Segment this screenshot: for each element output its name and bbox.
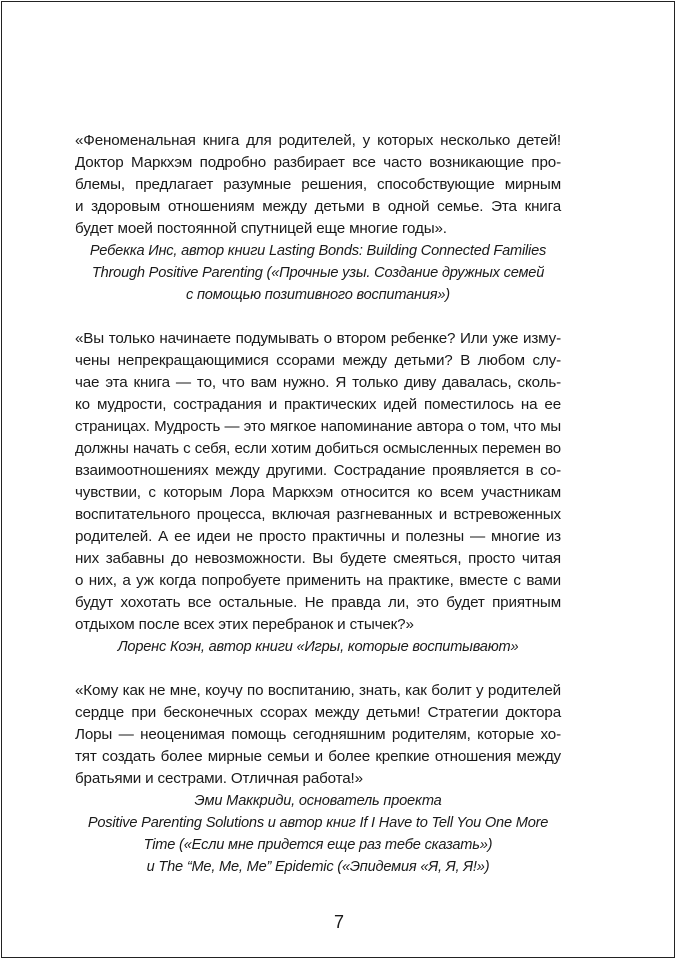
quote-line: блемы, предлагает разумные решения, способствующие мирным [75,176,561,193]
quote-attribution: Эми Маккриди, основатель проекта [194,793,442,809]
endorsements [75,130,561,878]
quote-line: будут хохотать все остальные. Не правда ли, это будет приятным [75,594,561,611]
quote-line: воспитательного процесса, включая разгневанных и встревоженных [75,506,561,523]
quote-line: родителей. А ее идеи не просто практичны и полезны — многие из [75,528,561,545]
quote-line: них забавны до невозможности. Вы будете смеяться, просто читая [75,550,561,567]
quote-line: тят создать более мирные семьи и более крепкие отношения между [75,748,561,765]
endorsement-quote [75,680,561,878]
quote-line: чены непрекращающимися ссорами между детьми? В любом слу- [75,352,561,369]
quote-attribution: Ребекка Инс, автор книги Lasting Bonds: Building Connected Families [89,243,547,259]
quote-attribution: Through Positive Parenting («Прочные узы. Создание дружных семей [91,265,545,281]
quote-line: страницах. Мудрость — это мягкое напоминание автора о том, что мы [75,418,561,435]
quote-line: взаимоотношениях между другими. Сострадание проявляется в со- [75,462,561,479]
quote-line: «Феноменальная книга для родителей, у которых несколько детей! [75,132,561,149]
page-number: 7 [333,912,344,932]
quote-attribution: с помощью позитивного воспитания») [186,287,450,303]
quote-line: «Вы только начинаете подумывать о втором ребенке? Или уже изму- [75,330,561,347]
quote-attribution: и The “Me, Me, Me” Epidemic («Эпидемия «Я, Я, Я!») [146,859,490,875]
quote-line: чувствии, с которым Лора Маркхэм относится ко всем участникам [75,484,561,501]
endorsement-quote [75,130,561,306]
quote-line: Доктор Маркхэм подробно разбирает все часто возникающие про- [75,154,561,171]
quote-line: братьями и сестрами. Отличная работа!» [75,770,363,787]
quote-line: о них, а уж когда попробуете применить на практике, вместе с вами [75,572,561,589]
quote-line: «Кому как не мне, коучу по воспитанию, знать, как болит у родителей [75,682,561,699]
quote-line: отдыхом после всех этих перебранок и стычек?» [75,616,414,633]
quote-attribution: Positive Parenting Solutions и автор книг If I Have to Tell You One More [87,815,549,831]
quote-line: ко мудрости, сострадания и практических идей поместилось на ее [75,396,561,413]
quote-attribution: Time («Если мне придется еще раз тебе сказать») [143,837,493,853]
quote-line: будет моей постоянной спутницей еще многие годы». [75,220,447,237]
book-page [1,1,675,958]
quote-line: Лоры — неоценимая помощь сегодняшним родителям, которые хо- [75,726,561,743]
quote-line: чае эта книга — то, что вам нужно. Я только диву давалась, сколь- [75,374,561,391]
endorsement-quote [75,328,561,658]
quote-line: должны начать с себя, если хотим добиться осмысленных перемен во [75,440,561,457]
quote-line: сердце при бесконечных ссорах между детьми! Стратегии доктора [75,704,561,721]
quote-line: и здоровым отношениям между детьми в одной семье. Эта книга [75,198,561,215]
quote-attribution: Лоренс Коэн, автор книги «Игры, которые воспитывают» [117,639,519,655]
